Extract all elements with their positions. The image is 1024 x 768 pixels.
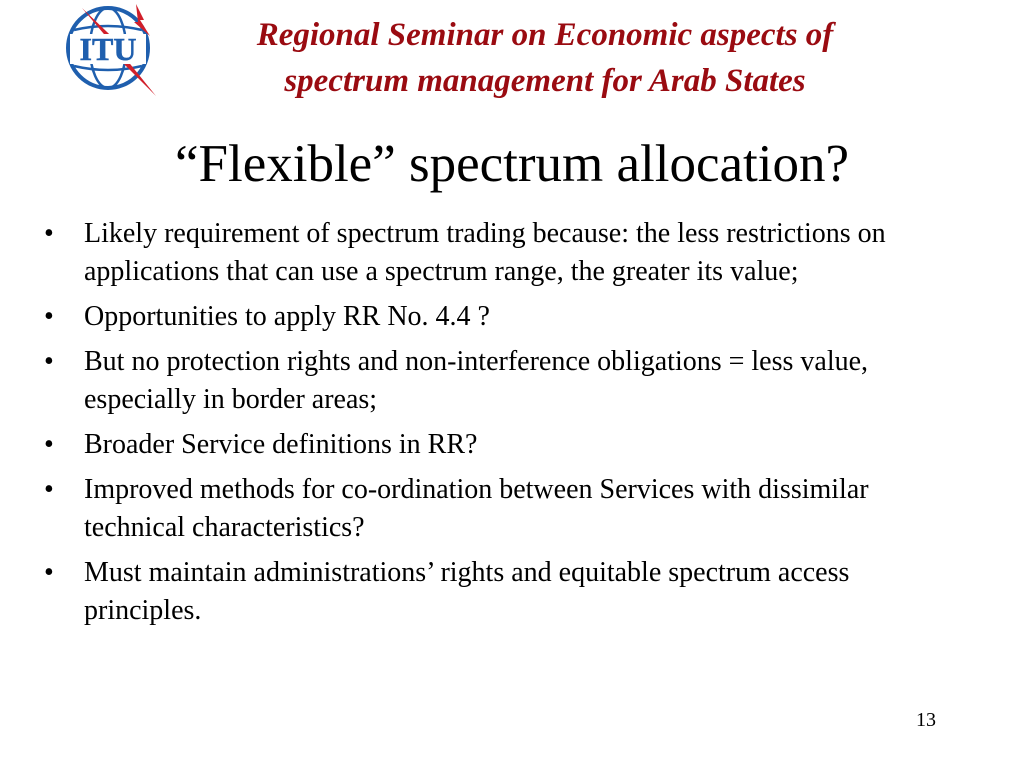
logo-text: ITU [79, 31, 137, 67]
seminar-title-line2: spectrum management for Arab States [284, 63, 806, 99]
itu-globe-icon [52, 0, 172, 104]
slide-title: “Flexible” spectrum allocation? [174, 135, 850, 193]
bullet-text: Improved methods for co-ordination between Services with dissimilar technical characteristics? [84, 474, 869, 543]
bullet-list [40, 215, 970, 637]
bullet-item [40, 343, 970, 419]
bullet-item [40, 215, 970, 291]
seminar-title-line1: Regional Seminar on Economic aspects of [256, 17, 834, 53]
bullet-item [40, 554, 970, 630]
bullet-text: Likely requirement of spectrum trading because: the less restrictions on applications that can use a spectrum range, the greater its value; [84, 218, 886, 287]
bullet-text: Must maintain administrations’ rights and equitable spectrum access principles. [84, 557, 850, 626]
bullet-item [40, 471, 970, 547]
bullet-icon: • [44, 301, 54, 332]
bullet-item [40, 426, 970, 464]
bullet-text: But no protection rights and non-interference obligations = less value, especially in border areas; [84, 346, 869, 415]
bullet-icon: • [44, 429, 54, 460]
bullet-icon: • [44, 346, 54, 377]
bullet-text: Broader Service definitions in RR? [84, 429, 478, 460]
bullet-icon: • [44, 474, 54, 505]
bullet-icon: • [44, 218, 54, 249]
bullet-text: Opportunities to apply RR No. 4.4 ? [84, 301, 490, 332]
itu-logo [52, 0, 172, 104]
seminar-title [190, 12, 900, 104]
page-number: 13 [916, 709, 936, 731]
bullet-icon: • [44, 557, 54, 588]
bullet-item [40, 298, 970, 336]
